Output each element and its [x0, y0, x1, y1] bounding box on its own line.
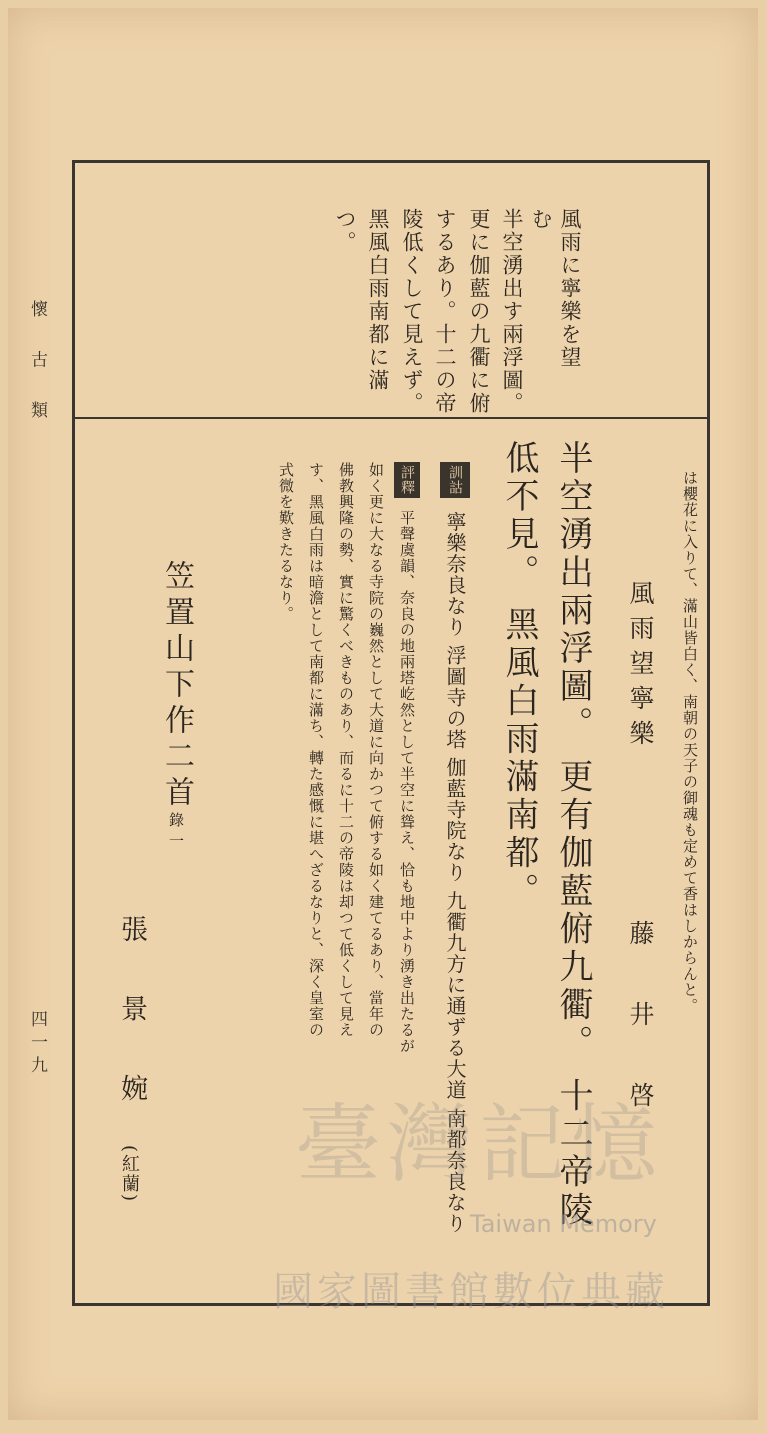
commentary-line-2: 如く更に大なる寺院の巍然として大道に向かつて俯する如く建てるあり、當年の: [367, 462, 385, 1038]
intro-text: は櫻花に入りて、滿山皆白く、南朝の天子の御魂も定めて香はしからんと。: [681, 470, 699, 1014]
reading-col-7: 黑風白雨南都に滿: [366, 208, 390, 392]
page-number: 四一九: [27, 1010, 47, 1079]
annotation-text: 寧樂奈良なり 浮圖寺の塔 伽藍寺院なり 九衢九方に通ずる大道 南都奈良なり: [443, 511, 467, 1234]
commentary-line-1: 平聲虞韻、奈良の地兩塔屹然として半空に聳え、恰も地中より湧き出たるが: [398, 509, 416, 1054]
poem-line-1: 半空湧出兩浮圖。 更有伽藍俯九衢。 十二帝陵: [553, 440, 593, 1230]
poem-author: 藤 井 啓: [626, 920, 655, 1131]
reading-col-4: 更に伽藍の九衢に俯: [467, 208, 491, 415]
reading-col-8: つ。: [333, 208, 357, 254]
next-poem-title-note: 錄一: [167, 812, 185, 854]
next-poem-author: 張 景 婉: [116, 915, 147, 1124]
reading-col-6: 陵低くして見えず。: [400, 208, 424, 415]
next-poem-author-note: (紅蘭): [119, 1145, 140, 1204]
poem-line-2: 低不見。 黑風白雨滿南都。: [499, 440, 539, 911]
reading-col-5: するあり。十二の帝: [433, 208, 457, 415]
watermark-logo: 臺灣記憶: [295, 1095, 663, 1195]
commentary-line-5: 式微を歎きたるなり。: [277, 462, 295, 622]
frame-divider: [72, 417, 710, 419]
reading-col-3: 半空湧出す兩浮圖。: [500, 208, 524, 415]
watermark-english: Taiwan Memory: [470, 1210, 657, 1238]
poem-title: 風雨望寧樂: [626, 580, 655, 755]
category-label: 懷 古 類: [27, 300, 47, 432]
commentary-line-3: 佛教興隆の勢、實に驚くべきものあり、而るに十二の帝陵は却つて低くして見え: [337, 462, 355, 1038]
watermark-chinese: 國家圖書館數位典藏: [273, 1269, 669, 1315]
commentary-line-4: す、黑風白雨は暗澹として南都に滿ち、轉た感慨に堪へざるなりと、深く皇室の: [307, 462, 325, 1038]
next-poem-title-text: 笠置山下作二首: [159, 560, 194, 812]
reading-col-2: む: [529, 208, 553, 231]
annotation-label: 訓詁: [440, 462, 470, 498]
commentary-col-1: [394, 462, 420, 1054]
commentary-label: 評釋: [394, 462, 420, 498]
reading-col-1: 風雨に寧樂を望: [558, 208, 582, 369]
next-poem-title: [155, 560, 197, 854]
